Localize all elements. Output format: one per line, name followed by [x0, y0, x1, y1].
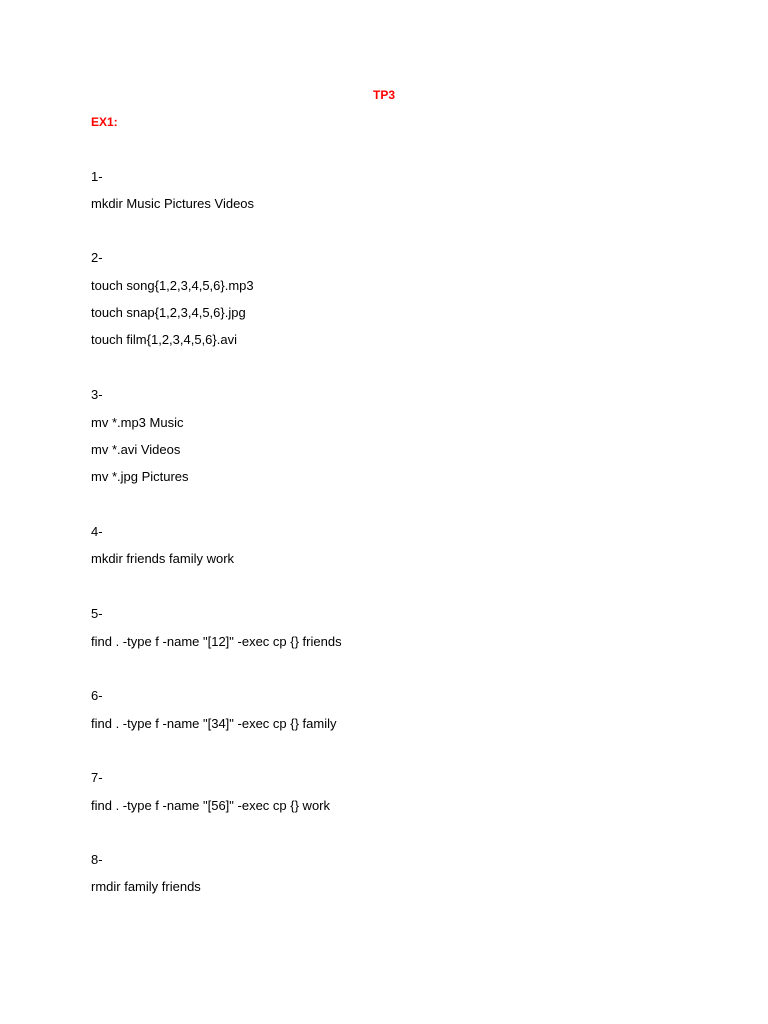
step-number: 4-	[91, 524, 103, 539]
command-line: rmdir family friends	[91, 879, 201, 894]
command-line: find . -type f -name "[56]" -exec cp {} work	[91, 798, 331, 813]
command-line: find . -type f -name "[34]" -exec cp {} family	[91, 716, 337, 731]
command-line: touch film{1,2,3,4,5,6}.avi	[91, 332, 237, 347]
document-title: TP3	[372, 88, 395, 102]
step-number: 8-	[91, 852, 103, 867]
step-number: 5-	[91, 606, 103, 621]
step-number: 7-	[91, 770, 103, 785]
step-number: 1-	[91, 169, 103, 184]
step-number: 6-	[91, 688, 103, 703]
command-line: find . -type f -name "[12]" -exec cp {} friends	[91, 634, 342, 649]
exercise-heading: EX1:	[91, 115, 118, 129]
command-line: touch snap{1,2,3,4,5,6}.jpg	[91, 305, 246, 320]
command-line: mv *.jpg Pictures	[91, 469, 189, 484]
command-line: mkdir Music Pictures Videos	[91, 196, 255, 211]
command-line: mkdir friends family work	[91, 551, 235, 566]
step-number: 3-	[91, 387, 103, 402]
command-line: touch song{1,2,3,4,5,6}.mp3	[91, 278, 254, 293]
command-line: mv *.avi Videos	[91, 442, 181, 457]
command-line: mv *.mp3 Music	[91, 415, 184, 430]
step-number: 2-	[91, 250, 103, 265]
